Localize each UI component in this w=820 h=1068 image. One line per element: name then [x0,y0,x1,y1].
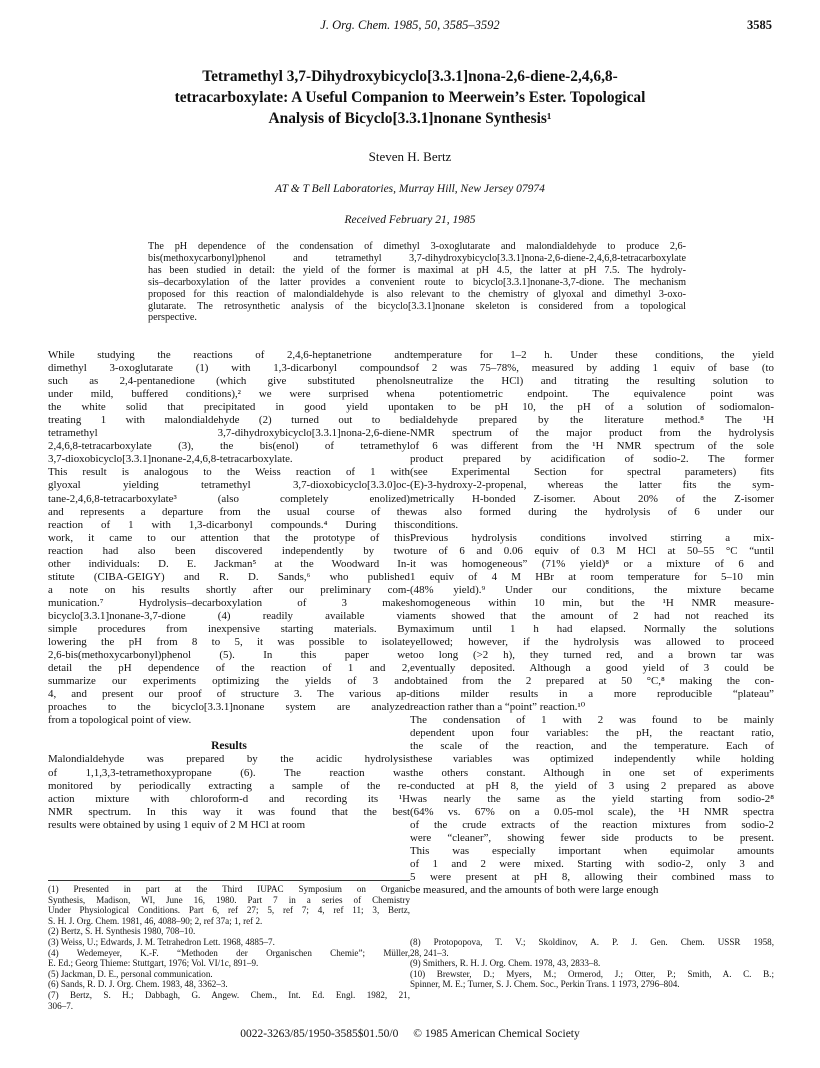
title-line: Analysis of Bicyclo[3.3.1]nonane Synthesis¹ [268,110,552,127]
body-text-line: and represents a departure from the usual course of the [48,505,410,518]
body-text-line: product prepared by acidification of sodio-2. The former [410,453,774,466]
body-text-line: these variables was optimized independently while holding [410,753,774,766]
body-text-line: it was homogeneous” (71% yield)⁸ or a mixture of 6 and [410,557,774,570]
body-text-line: proaches to the bicyclo[3.3.1]nonane system are analyzed [48,701,410,714]
body-text-line: was nearly the same as the yield starting from sodio-2⁸ [410,792,774,805]
body-text-line: reaction had also been discovered independently by two [48,544,410,557]
body-text-line: under mild, buffered conditions),² we were surprised when [48,388,410,401]
abstract-line: perspective. [148,312,197,324]
body-text-line: other individuals: D. E. Jackman⁵ at the Woodward In- [48,557,410,570]
body-column-left [48,349,410,832]
footnote-line: (5) Jackman, D. E., personal communication. [48,968,213,979]
article-title [70,66,750,129]
footnote-line: 28, 241–3. [410,947,449,958]
title-line: tetracarboxylate: A Useful Companion to Meerwein’s Ester. Topological [174,89,646,106]
journal-reference: J. Org. Chem. 1985, 50, 3585–3592 [320,18,500,32]
body-text-line: of 6 was different from the ¹H NMR spectrum of the sole [410,440,774,453]
page-footer [0,1028,820,1040]
body-text-line: 2,4,6,8-tetracarboxylate (3), the bis(enol) of tetramethyl [48,440,410,453]
body-text-line: metrically H-bonded Z-isomer. About 20% of the Z-isomer [410,492,774,505]
footnote-line: (3) Weiss, U.; Edwards, J. M. Tetrahedron Lett. 1968, 4885–7. [48,936,275,947]
footnote-line: (6) Sands, R. D. J. Org. Chem. 1983, 48, 3362–3. [48,979,228,990]
body-text-line: a note on his results shortly after our preliminary com- [48,583,410,596]
body-text-line: temperature for 1–2 h. Under these conditions, the yield [410,349,774,361]
abstract-line: sis–decarboxylation of the latter provides a convenient route to bicyclo[3.3.1]nonane-3,7-dione. The mechanism [148,276,686,288]
body-text-line: too long (>2 h), they turned red, and a brown tar was [410,649,774,662]
body-text-line: stitute (CIBA-GEIGY) and R. D. Sands,⁶ who published [48,570,410,583]
body-text-line: While studying the reactions of 2,4,6-heptanetrione and [48,349,410,361]
body-text-line: ture of 6 and 0.06 equiv of 0.3 M HCl at 50–55 °C “until [410,544,774,557]
body-text-line: ments showed that the amount of 2 had not reached its [410,609,774,622]
body-text-line: obtained from the 2 prepared at 50 °C,⁸ making the con- [410,675,774,688]
body-text-line: simple procedures from inexpensive starting materials. By [48,622,410,635]
footnote-line: (4) Wedemeyer, K.-F. “Methoden der Organischen Chemie”; Müller, [48,947,410,958]
body-text-line: neutralize the HCl) and titrating the resulting solution to [410,375,774,388]
body-text-line: of 1 and 2 were mixed. Starting with sodio-2, only 3 and [410,857,774,870]
abstract-line: proposed for this reaction of malondialdehyde is also relevant to the chemistry of glyoxal and dimethyl 3-oxo- [148,288,686,300]
page-number: 3585 [747,18,772,32]
footnotes-right [410,937,774,990]
body-text-line: 3,7-dioxobicyclo[3.3.1]nonane-2,4,6,8-tetracarboxylate. [48,453,293,466]
section-heading-results: Results [211,740,247,753]
body-text-line: The condensation of 1 with 2 was found to be mainly [410,714,774,727]
footnotes-left [48,880,410,1011]
body-text-line: dependent upon four variables: the pH, the reactant ratio, [410,727,774,740]
body-text-line: NMR spectrum of the major product from the hydrolysis [410,427,774,440]
body-text-line: results were obtained by using 1 equiv of 2 M HCl at room [48,818,306,831]
footnote-line: (8) Protopopova, T. V.; Skoldinov, A. P. J. Gen. Chem. USSR 1958, [410,937,774,947]
body-text-line: monitored by periodically extracting a sample of the re- [48,779,410,792]
body-text-line: of 2 was 75–78%, measured by adding 1 equiv of base (to [410,362,774,375]
body-text-line: summarize our experiments optimizing the yields of 3 and [48,675,410,688]
body-text-line: such as 2,4-pentanedione (which give substituted phenols [48,375,410,388]
running-head [0,18,820,38]
abstract [148,241,686,324]
body-text-line: Malondialdehyde was prepared by the acidic hydrolysis [48,753,410,766]
body-text-line: the scale of the reaction, and the temperature. Each of [410,740,774,753]
abstract-line: bis(methoxycarbonyl)phenol and tetramethyl 3,7-dihydroxybicyclo[3.3.1]nona-2,6-diene-2,4,6,8-tetracarboxylate [148,252,686,264]
body-text-line: 2,6-bis(methoxycarbonyl)phenol (5). In this paper we [48,649,410,662]
body-text-line: tane-2,4,6,8-tetracarboxylate³ (also completely enolized) [48,492,410,505]
body-text-line: reaction rather than a “point” reaction.¹⁰ [410,701,586,714]
body-text-line: Previous hydrolysis conditions involved stirring a mix- [410,531,774,544]
footnote-line: (9) Smithers, R. H. J. Org. Chem. 1978, 43, 2833–8. [410,958,601,969]
body-text-line: glyoxal yielding tetramethyl 3,7-dioxobicyclo[3.3.0]oc- [48,479,410,492]
body-text-line: treating 1 with malondialdehyde (2) turned out to be [48,414,410,427]
body-text-line: be measured, and the amounts of both were large enough [410,883,659,896]
title-line: Tetramethyl 3,7-Dihydroxybicyclo[3.3.1]nona-2,6-diene-2,4,6,8- [202,68,618,85]
body-text-line: yellowed; however, if the hydrolysis was allowed to proceed [410,636,774,649]
body-column-right [410,349,774,897]
body-text-line: taken to be pH 10, the pH of a solution of sodiomalon- [410,401,774,414]
body-text-line: was also formed during the hydrolysis of 6 under our [410,505,774,518]
body-text-line [48,727,410,740]
body-text-line: tetramethyl 3,7-dihydroxybicyclo[3.3.1]nona-2,6-diene- [48,427,410,440]
abstract-line: glutarate. The retrosynthetic analysis of the bicyclo[3.3.1]nonane skeleton is considered from a topological [148,300,686,312]
body-text-line: 5 were present at pH 8, allowing their combined mass to [410,870,774,883]
body-text-line: from a topological point of view. [48,714,192,727]
footnote-line: Synthesis, Madison, WI, June 16, 1980. Part 7 in a series of Chemistry [48,894,410,905]
body-text-line: (see Experimental Section for spectral parameters) fits [410,466,774,479]
author-name: Steven H. Bertz [368,149,452,164]
received-date: Received February 21, 1985 [344,214,476,226]
body-text-line: conducted at pH 8, the yield of 3 using 2 prepared as above [410,779,774,792]
body-text-line: homogeneous within 10 min, but the ¹H NMR measure- [410,596,774,609]
footnote-line: Spinner, M. E.; Turner, S. J. Chem. Soc., Perkin Trans. 1 1973, 2796–804. [410,979,680,990]
footnote-list [48,884,410,1011]
footnote-line: Under Physiological Conditions. Part 6, ref 27; 5, ref 7; 4, ref 11; 3, Bertz, [48,905,410,916]
footnote-line: (1) Presented in part at the Third IUPAC Symposium on Organic [48,884,410,894]
body-text-line: eventually deposited. Although a good yield of 3 could be [410,662,774,675]
body-text-line: work, it came to our attention that the prototype of this [48,531,410,544]
body-text-line: (48% yield).⁹ Under our conditions, the mixture became [410,583,774,596]
body-text-line: (E)-3-hydroxy-2-propenal, whereas the latter fits the sym- [410,479,774,492]
copyright-notice: © 1985 American Chemical Society [413,1028,580,1040]
body-text-line: ditions milder results in a more reproducible “plateau” [410,688,774,701]
footnote-line: (2) Bertz, S. H. Synthesis 1980, 708–10. [48,926,196,937]
footnote-line: (7) Bertz, S. H.; Dabbagh, G. Angew. Chem., Int. Ed. Engl. 1982, 21, [48,989,410,1000]
body-text-line: This was especially important when equimolar amounts [410,844,774,857]
body-text-line: the others constant. Although in one set of experiments [410,766,774,779]
abstract-line: The pH dependence of the condensation of dimethyl 3-oxoglutarate and malondialdehyde to produce 2,6- [148,241,686,252]
abstract-line: has been studied in detail: the yield of the former is maximal at pH 4.5, the latter at pH 7.5. The hydroly- [148,264,686,276]
body-text-line: 4, and present our proof of structure 3. The various ap- [48,688,410,701]
body-text-line: action mixture with chloroform-d and recording its ¹H [48,792,410,805]
footnote-list [410,937,774,990]
publication-code: 0022-3263/85/1950-3585$01.50/0 [240,1028,399,1040]
body-text-line: NMR spectrum. In this way it was found that the best [48,805,410,818]
footnote-line: E. Ed.; Georg Thieme: Stuttgart, 1976; Vol. VI/1c, 891–9. [48,958,259,969]
body-text-line: of 1,1,3,3-tetramethoxypropane (6). The reaction was [48,766,410,779]
body-text-line: of the crude extracts of the reaction mixtures from sodio-2 [410,818,774,831]
body-text-line: (64% vs. 67% on a 0.05-mol scale), the ¹H NMR spectra [410,805,774,818]
body-text-line: maximum until 1 h had elapsed. Normally the solutions [410,622,774,635]
body-text-line: detail the pH dependence of the reaction of 1 and 2, [48,662,410,675]
body-text-line: reaction of 1 with 1,3-dicarbonyl compounds.⁴ During this [48,518,410,531]
body-text-line: dimethyl 3-oxoglutarate (1) with 1,3-dicarbonyl compounds [48,362,410,375]
body-text-line: dialdehyde prepared by the literature method.⁸ The ¹H [410,414,774,427]
footnote-line: (10) Brewster, D.; Myers, M.; Ormerod, J.; Otter, P.; Smith, A. C. B.; [410,968,774,979]
body-text-line: bicyclo[3.3.1]nonane-3,7-dione (4) readily available via [48,609,410,622]
footnote-line: 306–7. [48,1000,74,1011]
body-text-line: 1 equiv of 4 M HBr at room temperature for 5–10 min [410,570,774,583]
author-affiliation: AT & T Bell Laboratories, Murray Hill, New Jersey 07974 [275,183,545,195]
body-text-line: were “cleaner”, showing fewer side products to be present. [410,831,774,844]
body-text-line: a potentiometric endpoint. The equivalence point was [410,388,774,401]
body-text-line: conditions. [410,518,459,531]
body-text-line: the white solid that precipitated in good yield upon [48,401,410,414]
body-text-line: This result is analogous to the Weiss reaction of 1 with [48,466,410,479]
footnote-rule [48,880,410,881]
body-text-line: lowering the pH from 8 to 5, it was possible to isolate [48,636,410,649]
footnote-line: S. H. J. Org. Chem. 1981, 46, 4088–90; 2, ref 37a; 1, ref 2. [48,915,263,926]
body-text-line: munication.⁷ Hydrolysis–decarboxylation of 3 makes [48,596,410,609]
